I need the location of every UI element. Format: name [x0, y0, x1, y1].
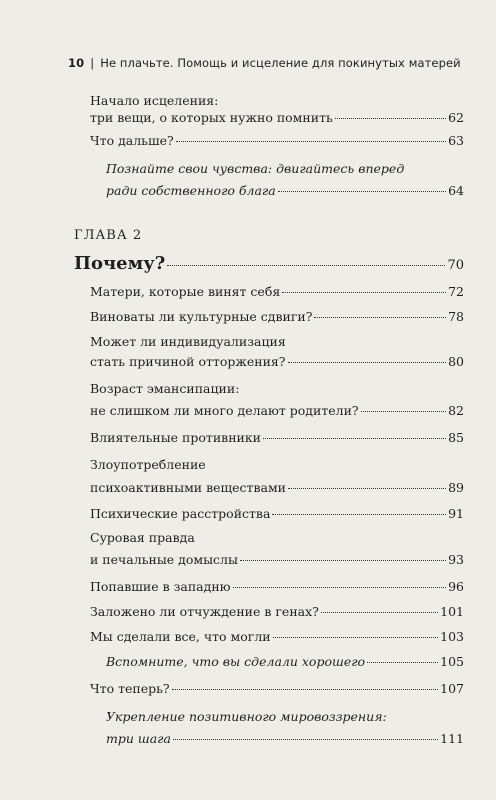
chapter-label: ГЛАВА 2 — [74, 228, 143, 243]
toc-page-number: 93 — [448, 552, 464, 567]
dot-leader — [278, 191, 446, 192]
toc-entry-line1: Возраст эмансипации: — [90, 381, 240, 396]
dot-leader — [314, 317, 446, 318]
toc-entry-line1: Суровая правда — [90, 530, 195, 545]
toc-entry-line1: Злоупотребление — [90, 457, 206, 472]
book-title: Не плачьте. Помощь и исцеление для покинутых матерей — [100, 56, 461, 70]
dot-leader — [167, 265, 445, 266]
dot-leader — [272, 514, 446, 515]
chapter-title-entry[interactable] — [74, 253, 464, 274]
toc-page-number: 78 — [448, 309, 464, 324]
toc-entry[interactable]: Виноваты ли культурные сдвиги? 78 — [90, 309, 464, 324]
dot-leader — [233, 587, 447, 588]
dot-leader — [321, 612, 438, 613]
toc-page-number: 82 — [448, 403, 464, 418]
toc-page-number: 85 — [448, 430, 464, 445]
toc-page-number: 64 — [448, 183, 464, 198]
dot-leader — [173, 739, 438, 740]
toc-entry[interactable]: не слишком ли много делают родители? 82 — [90, 403, 464, 418]
toc-entry-line1: Познайте свои чувства: двигайтесь вперед — [106, 161, 405, 176]
toc-entry[interactable]: Вспомните, что вы сделали хорошего 105 — [106, 654, 464, 669]
toc-entry[interactable]: ради собственного блага 64 — [106, 183, 464, 198]
toc-page-number: 72 — [448, 284, 464, 299]
toc-page-number: 107 — [440, 681, 464, 696]
toc-page-number: 89 — [448, 480, 464, 495]
dot-leader — [176, 141, 446, 142]
toc-page-number: 103 — [440, 629, 464, 644]
header-separator: | — [90, 56, 95, 70]
toc-page-number: 111 — [440, 731, 464, 746]
page-number: 10 — [68, 56, 85, 70]
toc-entry[interactable]: Что теперь? 107 — [90, 681, 464, 696]
toc-page-number: 91 — [448, 506, 464, 521]
toc-page-number: 105 — [440, 654, 464, 669]
dot-leader — [335, 118, 446, 119]
dot-leader — [282, 292, 446, 293]
chapter-title: Почему? — [74, 253, 166, 274]
toc-entry[interactable]: психоактивными веществами 89 — [90, 480, 464, 495]
toc-entry[interactable]: Мы сделали все, что могли 103 — [90, 629, 464, 644]
toc-page-number: 70 — [447, 258, 464, 273]
toc-entry[interactable]: стать причиной отторжения? 80 — [90, 354, 464, 369]
toc-page-number: 63 — [448, 133, 464, 148]
dot-leader — [240, 560, 446, 561]
toc-entry[interactable]: Влиятельные противники 85 — [90, 430, 464, 445]
dot-leader — [288, 362, 447, 363]
dot-leader — [273, 637, 439, 638]
dot-leader — [288, 488, 446, 489]
dot-leader — [172, 689, 439, 690]
toc-entry[interactable]: три вещи, о которых нужно помнить 62 — [90, 110, 464, 125]
toc-entry[interactable]: три шага 111 — [106, 731, 464, 746]
toc-page-number: 80 — [448, 354, 464, 369]
toc-entry[interactable]: Заложено ли отчуждение в генах? 101 — [90, 604, 464, 619]
toc-entry[interactable]: Что дальше? 63 — [90, 133, 464, 148]
dot-leader — [367, 662, 438, 663]
toc-page-number: 62 — [448, 110, 464, 125]
toc-entry[interactable]: и печальные домыслы 93 — [90, 552, 464, 567]
toc-entry[interactable]: Попавшие в западню 96 — [90, 579, 464, 594]
toc-entry[interactable]: Матери, которые винят себя 72 — [90, 284, 464, 299]
toc-entry-line1: Укрепление позитивного мировоззрения: — [106, 709, 387, 724]
toc-page-number: 101 — [440, 604, 464, 619]
dot-leader — [263, 438, 446, 439]
dot-leader — [361, 411, 446, 412]
toc-entry-line1: Начало исцеления: — [90, 93, 219, 108]
toc-entry[interactable]: Психические расстройства 91 — [90, 506, 464, 521]
toc-entry-line1: Может ли индивидуализация — [90, 334, 286, 349]
toc-page-number: 96 — [448, 579, 464, 594]
